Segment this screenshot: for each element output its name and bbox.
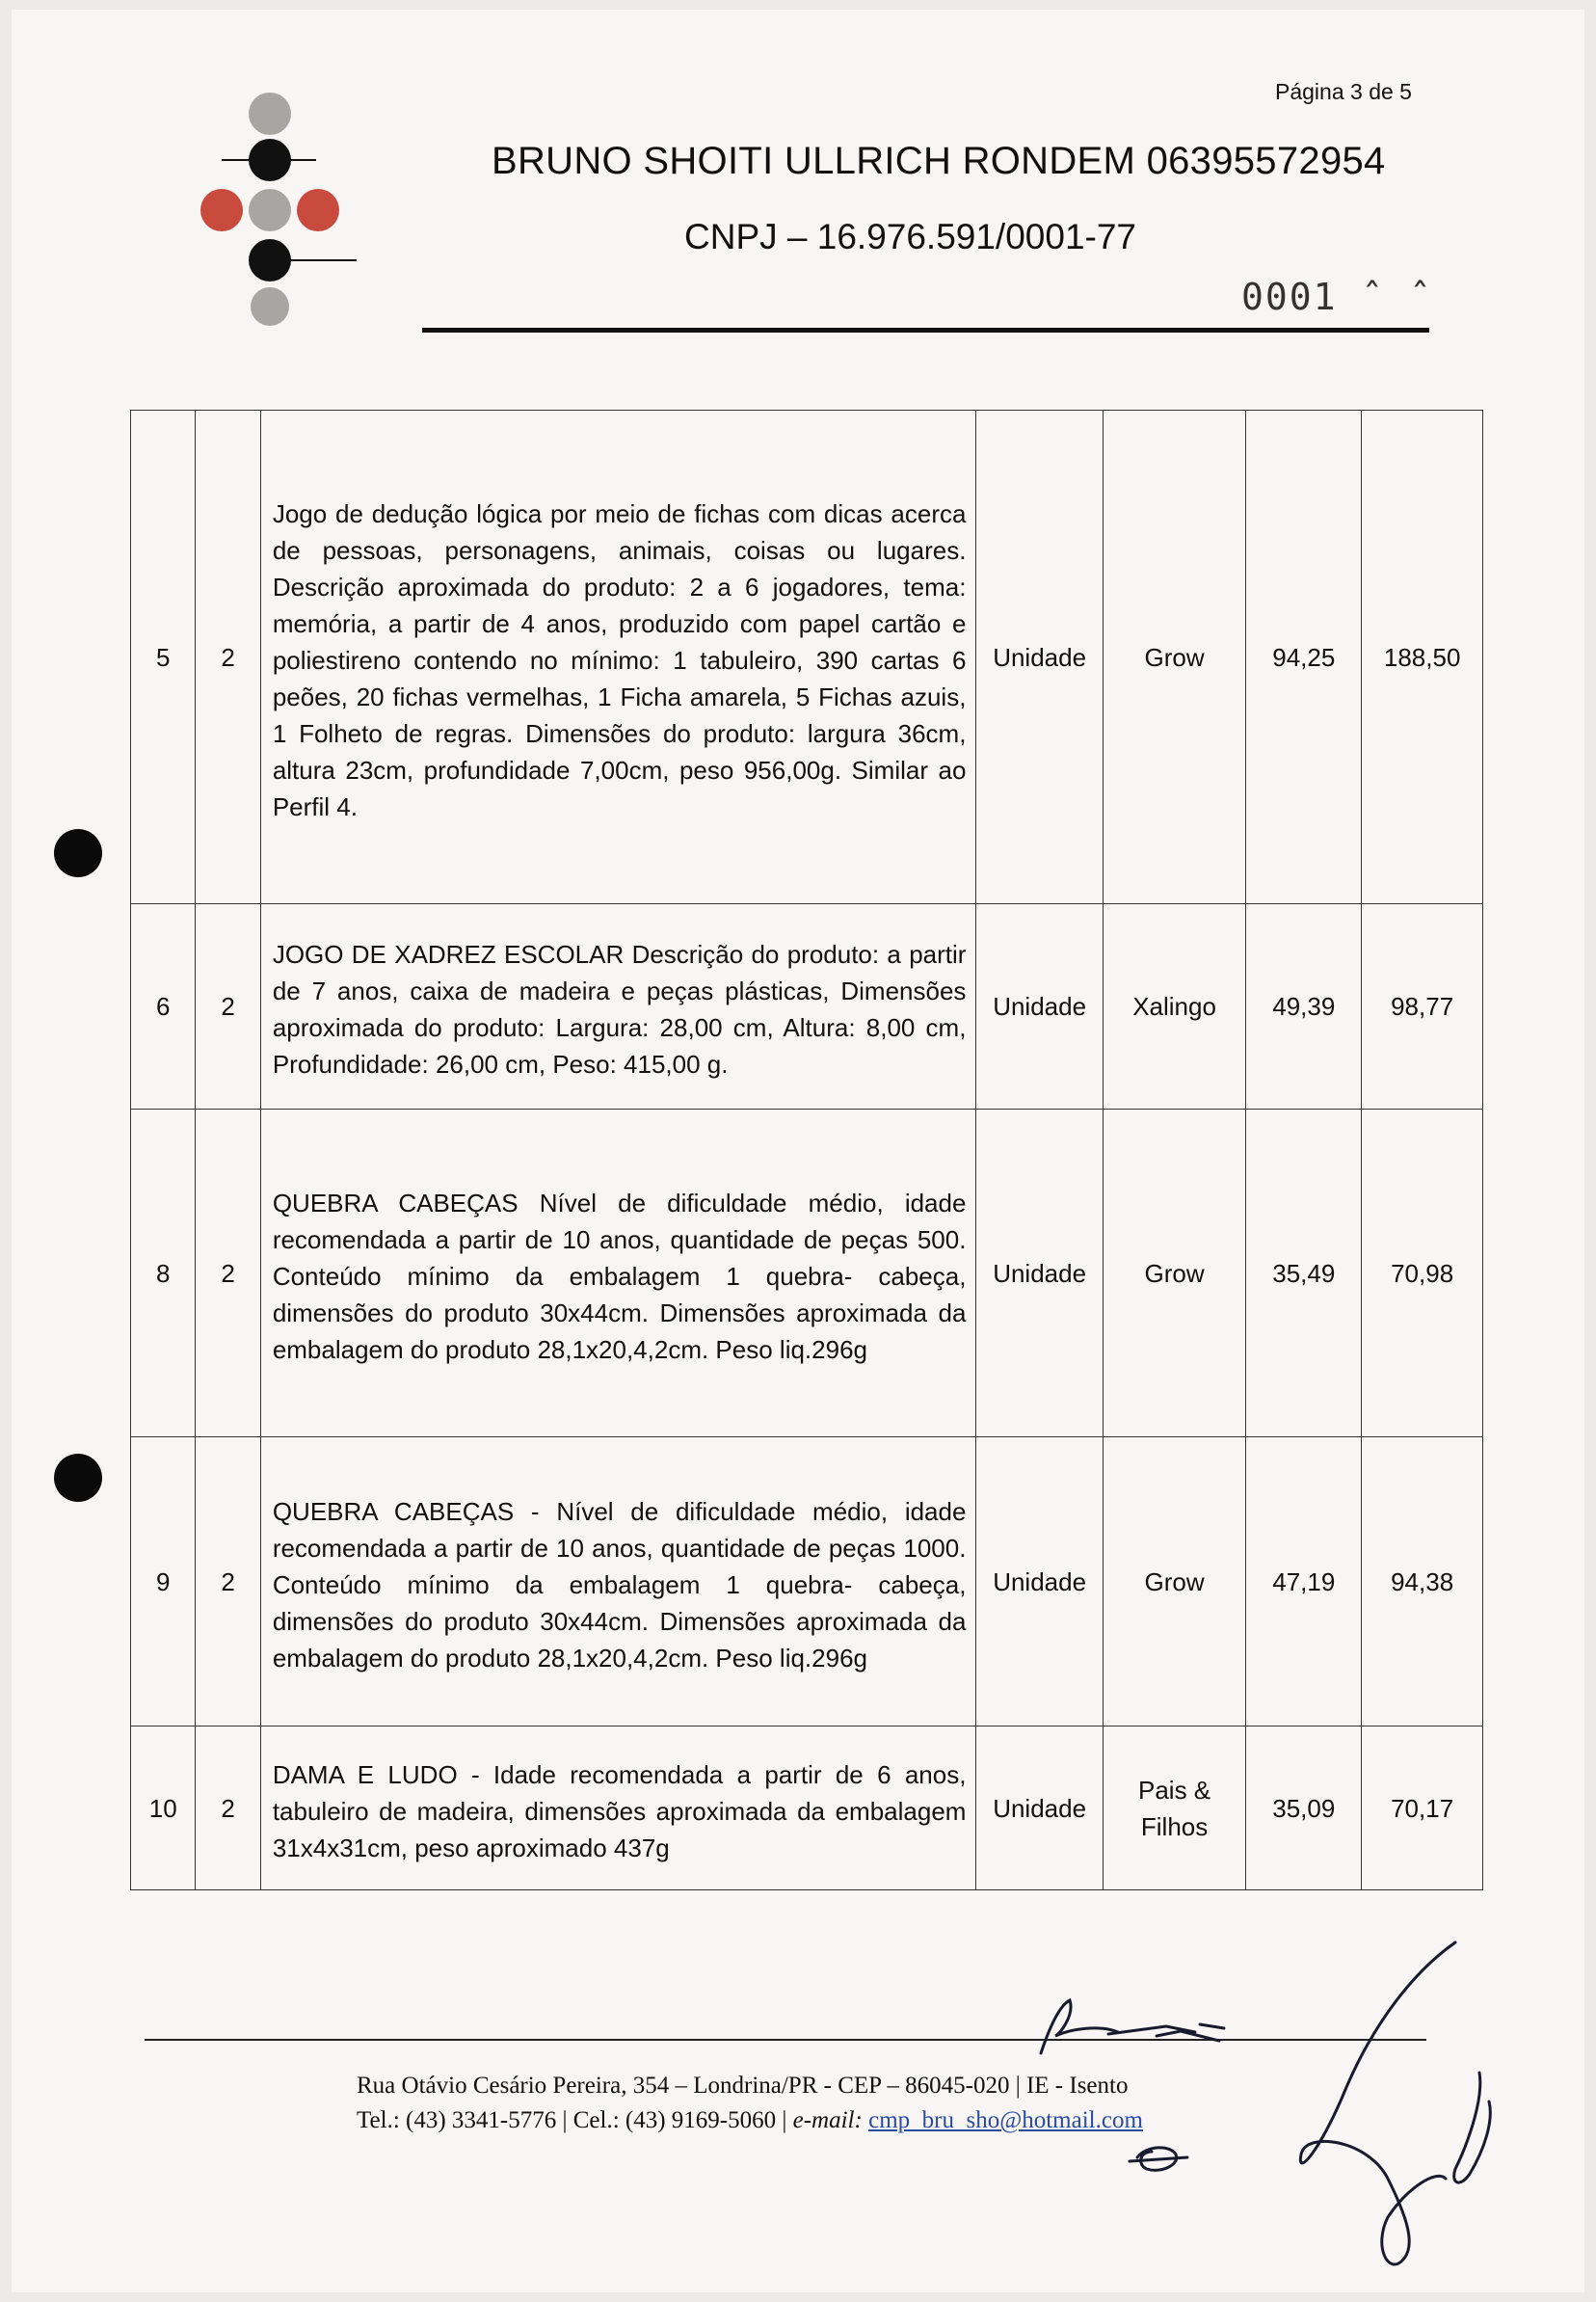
item-unit: Unidade: [976, 904, 1103, 1110]
footer-email-label: e-mail:: [792, 2107, 863, 2133]
item-unit-price: 35,49: [1246, 1110, 1362, 1437]
item-total: 70,98: [1362, 1110, 1483, 1437]
footer-phones: Tel.: (43) 3341-5776 | Cel.: (43) 9169-5060 |: [357, 2107, 793, 2133]
item-brand: Pais & Filhos: [1103, 1726, 1246, 1890]
page-stamp: 0001 ˆ ˆ: [1241, 276, 1434, 318]
table-row: [131, 411, 1483, 904]
item-unit-price: 47,19: [1246, 1437, 1362, 1726]
item-description: JOGO DE XADREZ ESCOLAR Descrição do produto: a partir de 7 anos, caixa de madeira e peças plásticas, Dimensões aproximada do produto: Largura: 28,00 cm, Altura: 8,00 cm, Profundidade: 26,00 cm, Peso: 415,00 g.: [260, 904, 976, 1110]
item-description: Jogo de dedução lógica por meio de fichas com dicas acerca de pessoas, personagens, animais, coisas ou lugares. Descrição aproximada do produto: 2 a 6 jogadores, tema: memória, a partir de 4 anos, produzido com papel cartão e poliestireno contendo no mínimo: 1 tabuleiro, 390 cartas 6 peões, 20 fichas vermelhas, 1 Ficha amarela, 5 Fichas azuis, 1 Folheto de regras. Dimensões do produto: largura 36cm, altura 23cm, profundidade 7,00cm, peso 956,00g. Similar ao Perfil 4.: [260, 411, 976, 904]
item-unit-price: 35,09: [1246, 1726, 1362, 1890]
item-number: 10: [131, 1726, 196, 1890]
footer-email-link[interactable]: cmp_bru_sho@hotmail.com: [868, 2107, 1143, 2133]
page-number: Página 3 de 5: [1275, 79, 1412, 104]
item-unit: Unidade: [976, 411, 1103, 904]
footer-address: Rua Otávio Cesário Pereira, 354 – Londrina/PR - CEP – 86045-020 | IE - Isento: [357, 2073, 1129, 2099]
item-quantity: 2: [196, 1437, 260, 1726]
header-divider: [422, 328, 1429, 333]
item-total: 188,50: [1362, 411, 1483, 904]
item-number: 6: [131, 904, 196, 1110]
item-brand: Grow: [1103, 1110, 1246, 1437]
item-unit-price: 94,25: [1246, 411, 1362, 904]
table-row: [131, 1110, 1483, 1437]
item-brand: Xalingo: [1103, 904, 1246, 1110]
item-brand: Grow: [1103, 1437, 1246, 1726]
company-cnpj: CNPJ – 16.976.591/0001-77: [684, 217, 1137, 256]
item-brand: Grow: [1103, 411, 1246, 904]
item-quantity: 2: [196, 1110, 260, 1437]
item-unit: Unidade: [976, 1110, 1103, 1437]
item-total: 94,38: [1362, 1437, 1483, 1726]
item-description: DAMA E LUDO - Idade recomendada a partir de 6 anos, tabuleiro de madeira, dimensões aproximada da embalagem 31x4x31cm, peso aproximado 437g: [260, 1726, 976, 1890]
company-logo: [173, 85, 366, 326]
item-total: 70,17: [1362, 1726, 1483, 1890]
item-unit-price: 49,39: [1246, 904, 1362, 1110]
table-row: [131, 904, 1483, 1110]
item-total: 98,77: [1362, 904, 1483, 1110]
item-number: 5: [131, 411, 196, 904]
table-row: [131, 1437, 1483, 1726]
footer-contact: [357, 2107, 1143, 2134]
punch-hole: [54, 1454, 102, 1502]
item-number: 9: [131, 1437, 196, 1726]
item-description: QUEBRA CABEÇAS Nível de dificuldade médio, idade recomendada a partir de 10 anos, quantidade de peças 500. Conteúdo mínimo da embalagem 1 quebra- cabeça, dimensões do produto 30x44cm. Dimensões aproximada da embalagem do produto 28,1x20,4,2cm. Peso liq.296g: [260, 1110, 976, 1437]
items-table: [130, 410, 1483, 1890]
item-description: QUEBRA CABEÇAS - Nível de dificuldade médio, idade recomendada a partir de 10 anos, quantidade de peças 1000. Conteúdo mínimo da embalagem 1 quebra- cabeça, dimensões do produto 30x44cm. Dimensões aproximada da embalagem do produto 28,1x20,4,2cm. Peso liq.296g: [260, 1437, 976, 1726]
table-row: [131, 1726, 1483, 1890]
item-quantity: 2: [196, 904, 260, 1110]
item-quantity: 2: [196, 1726, 260, 1890]
footer-divider: [145, 2039, 1426, 2041]
punch-hole: [54, 829, 102, 877]
item-unit: Unidade: [976, 1726, 1103, 1890]
item-unit: Unidade: [976, 1437, 1103, 1726]
item-quantity: 2: [196, 411, 260, 904]
company-name: BRUNO SHOITI ULLRICH RONDEM 06395572954: [492, 140, 1386, 182]
item-number: 8: [131, 1110, 196, 1437]
